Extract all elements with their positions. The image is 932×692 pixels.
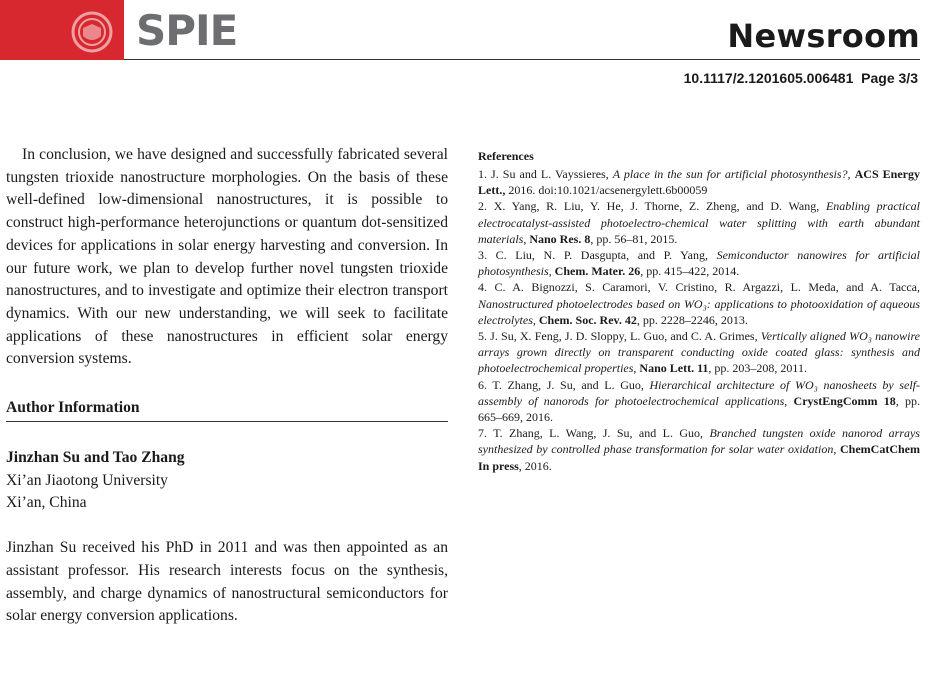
reference-journal: Nano Res. 8 bbox=[529, 231, 591, 246]
reference-authors: 6. T. Zhang, J. Su, and L. Guo, bbox=[478, 377, 650, 392]
reference-separator: , bbox=[833, 442, 841, 457]
brand-color-block bbox=[0, 0, 124, 60]
reference-details: , 2016. bbox=[518, 458, 552, 473]
author-bio-paragraph: Jinzhan Su received his PhD in 2011 and was then appointed as an assistant professor. His research interests focus on the synthesis, assembly, and charge dynamics of nanostructural semiconductors for solar energy conversion applications. bbox=[6, 539, 448, 625]
reference-item bbox=[478, 377, 920, 426]
reference-authors: 4. C. A. Bignozzi, S. Caramori, V. Cristino, R. Argazzi, L. Meda, and A. Tacca, bbox=[478, 280, 920, 295]
reference-title: Vertically aligned WO₃ nanowire arrays grown directly on transparent conducting oxide coated glass: synthesis and photoelectrochemical properties bbox=[478, 329, 921, 376]
reference-item bbox=[478, 198, 920, 247]
main-column bbox=[6, 144, 448, 628]
reference-separator: , bbox=[523, 231, 530, 246]
header-divider bbox=[124, 59, 920, 60]
author-institution: Xi’an Jiaotong University bbox=[6, 471, 168, 489]
reference-authors: 1. J. Su and L. Vayssieres, bbox=[478, 167, 613, 181]
reference-authors: 2. X. Yang, R. Liu, Y. He, J. Thorne, Z. Zheng, and D. Wang, bbox=[478, 199, 826, 214]
reference-authors: 7. T. Zhang, L. Wang, J. Su, and L. Guo, bbox=[478, 426, 710, 441]
page-number: Page 3/3 bbox=[861, 70, 918, 86]
reference-item bbox=[478, 328, 920, 377]
references-column bbox=[478, 147, 920, 474]
doi-page-line bbox=[684, 70, 918, 86]
reference-title: Enabling practical electrocatalyst-assisted photoelectro-chemical water splitting with earth abundant materials bbox=[478, 199, 920, 246]
reference-item bbox=[478, 166, 920, 198]
reference-journal: Nano Lett. 11 bbox=[639, 361, 709, 376]
spie-seal-icon bbox=[70, 10, 114, 54]
reference-journal: ChemCatChem In press bbox=[478, 442, 921, 473]
reference-title: Nanostructured photoelectrodes based on WO₃: applications to photooxidation of aqueous electrolytes bbox=[478, 296, 920, 327]
reference-item bbox=[478, 425, 920, 474]
reference-separator: , bbox=[633, 361, 640, 376]
newsroom-title: Newsroom bbox=[727, 17, 920, 55]
reference-details: 2016. doi:10.1021/acsenergylett.6b00059 bbox=[505, 183, 708, 198]
references-heading: References bbox=[478, 149, 534, 163]
reference-details: , pp. 665–669, 2016. bbox=[478, 393, 921, 425]
spie-logo[interactable]: SPIE bbox=[136, 6, 238, 55]
author-location: Xi’an, China bbox=[6, 494, 87, 512]
reference-journal: ACS Energy Lett., bbox=[478, 167, 920, 198]
author-information-heading: Author Information bbox=[6, 397, 448, 422]
reference-separator: , bbox=[532, 312, 539, 327]
reference-journal: CrystEngComm 18 bbox=[793, 393, 896, 408]
reference-journal: Chem. Soc. Rev. 42 bbox=[538, 312, 637, 327]
reference-separator: , bbox=[548, 264, 555, 279]
reference-list bbox=[478, 166, 920, 474]
doi-link[interactable]: 10.1117/2.1201605.006481 bbox=[683, 70, 854, 86]
reference-separator: , bbox=[784, 393, 794, 408]
reference-title: Branched tungsten oxide nanorod arrays synthesized by controlled phase transformation for solar water oxidation bbox=[478, 426, 920, 457]
reference-journal: Chem. Mater. 26 bbox=[554, 264, 641, 279]
reference-title: Hierarchical architecture of WO₃ nanosheets by self-assembly of nanorods for photoelectrochemical applications bbox=[478, 377, 921, 408]
reference-authors: 3. C. Liu, N. P. Dasgupta, and P. Yang, bbox=[478, 248, 717, 263]
reference-title: A place in the sun for artificial photosynthesis? bbox=[612, 167, 848, 181]
reference-details: , pp. 203–208, 2011. bbox=[708, 361, 807, 376]
reference-details: , pp. 2228–2246, 2013. bbox=[636, 312, 748, 327]
reference-details: , pp. 415–422, 2014. bbox=[640, 264, 740, 279]
reference-separator: , bbox=[847, 167, 855, 181]
reference-item bbox=[478, 279, 920, 328]
reference-details: , pp. 56–81, 2015. bbox=[590, 231, 678, 246]
conclusion-paragraph: In conclusion, we have designed and successfully fabricated several tungsten trioxide nanostructure morphologies. On the basis of these well-defined low-dimensional nanostructures, it is possible to construct high-performance heterojunctions or quantum dot-sensitized devices for applications in solar energy harvesting and conversion. In our future work, we plan to develop further novel tungsten trioxide nanostructures, and to investigate and optimize their electron transport dynamics. With our new understanding, we will seek to facilitate applications of these nanostructures in efficient solar energy conversion systems. bbox=[6, 146, 448, 368]
reference-title: Semiconductor nanowires for artificial photosynthesis bbox=[478, 248, 920, 279]
author-names: Jinzhan Su and Tao Zhang bbox=[6, 449, 185, 467]
reference-authors: 5. J. Su, X. Feng, J. D. Sloppy, L. Guo, and C. A. Grimes, bbox=[478, 329, 761, 344]
reference-item bbox=[478, 247, 920, 279]
